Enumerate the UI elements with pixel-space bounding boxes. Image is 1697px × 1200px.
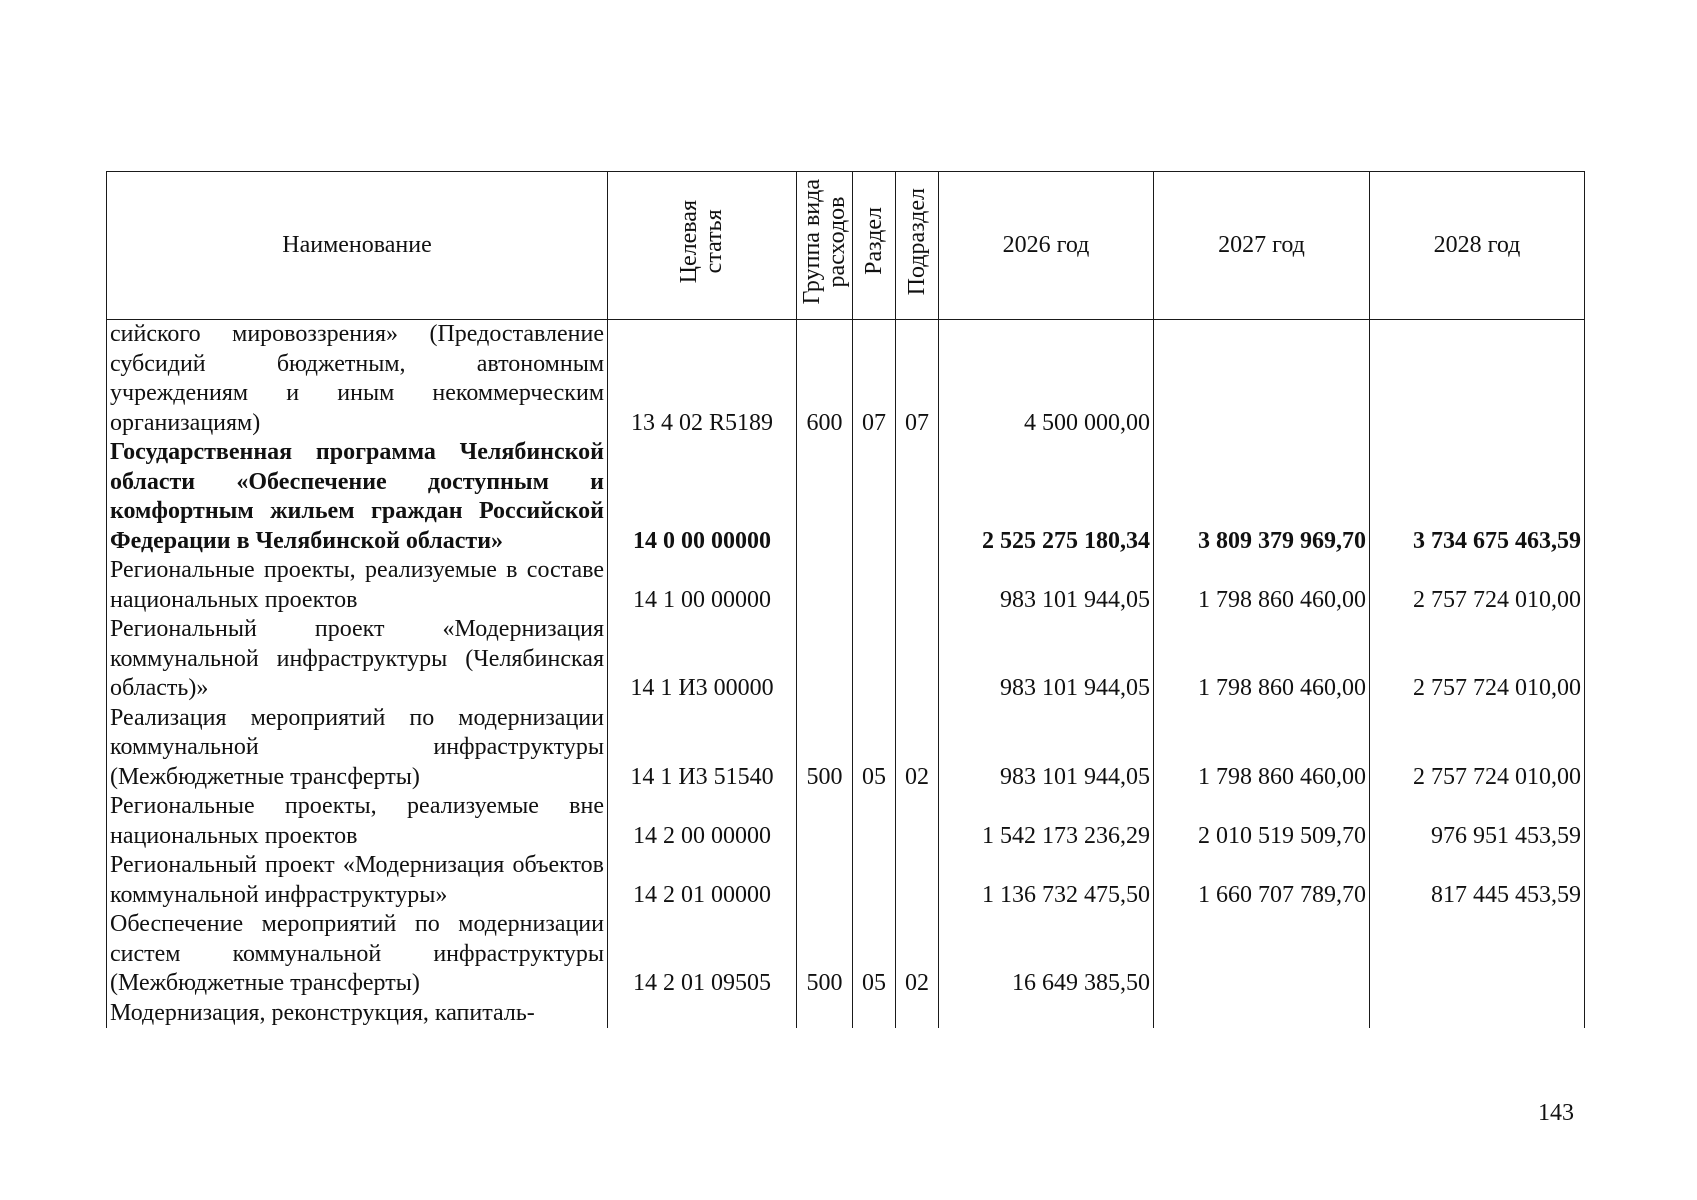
row-section	[853, 999, 896, 1029]
row-target-article	[608, 999, 797, 1029]
row-subsection: 07	[896, 320, 939, 439]
table-row	[107, 438, 1585, 556]
budget-table	[106, 171, 1585, 1028]
row-amount-2027: 3 809 379 969,70	[1154, 438, 1370, 556]
row-amount-2028	[1370, 910, 1585, 999]
row-expense-group: 500	[797, 910, 853, 999]
table-row	[107, 556, 1585, 615]
row-amount-2028	[1370, 320, 1585, 439]
row-name: Региональные проекты, реализуемые в составе национальных проектов	[107, 556, 608, 615]
table-header-row	[107, 172, 1585, 320]
row-section: 05	[853, 704, 896, 793]
row-target-article: 14 1 И3 51540	[608, 704, 797, 793]
row-amount-2027	[1154, 910, 1370, 999]
row-section: 07	[853, 320, 896, 439]
row-amount-2026: 1 136 732 475,50	[939, 851, 1154, 910]
row-amount-2026	[939, 999, 1154, 1029]
row-amount-2026: 983 101 944,05	[939, 556, 1154, 615]
row-expense-group	[797, 615, 853, 704]
row-name: Региональный проект «Модернизация коммунальной инфраструктуры (Челябинская область)»	[107, 615, 608, 704]
row-section	[853, 438, 896, 556]
row-subsection	[896, 792, 939, 851]
table-row	[107, 704, 1585, 793]
row-amount-2028	[1370, 999, 1585, 1029]
row-amount-2026: 4 500 000,00	[939, 320, 1154, 439]
row-amount-2027	[1154, 999, 1370, 1029]
row-amount-2026: 2 525 275 180,34	[939, 438, 1154, 556]
header-year-2028: 2028 год	[1370, 172, 1585, 320]
header-section: Раздел	[853, 172, 896, 320]
header-target-article: Целевая статья	[608, 172, 797, 320]
row-section: 05	[853, 910, 896, 999]
table-row	[107, 320, 1585, 439]
header-expense-group: Группа вида расходов	[797, 172, 853, 320]
row-amount-2027: 2 010 519 509,70	[1154, 792, 1370, 851]
table-row	[107, 792, 1585, 851]
row-expense-group	[797, 999, 853, 1029]
row-expense-group	[797, 556, 853, 615]
row-section	[853, 851, 896, 910]
row-amount-2028: 817 445 453,59	[1370, 851, 1585, 910]
row-name: Реализация мероприятий по модернизации коммунальной инфраструктуры (Межбюджетные трансферты)	[107, 704, 608, 793]
row-target-article: 14 1 И3 00000	[608, 615, 797, 704]
row-subsection	[896, 615, 939, 704]
row-subsection	[896, 851, 939, 910]
row-amount-2028: 2 757 724 010,00	[1370, 556, 1585, 615]
row-subsection: 02	[896, 704, 939, 793]
row-amount-2028: 976 951 453,59	[1370, 792, 1585, 851]
row-name: Обеспечение мероприятий по модернизации систем коммунальной инфраструктуры (Межбюджетные трансферты)	[107, 910, 608, 999]
row-amount-2026: 1 542 173 236,29	[939, 792, 1154, 851]
row-amount-2028: 2 757 724 010,00	[1370, 615, 1585, 704]
row-section	[853, 792, 896, 851]
row-name: Государственная программа Челябинской области «Обеспечение доступным и комфортным жильем граждан Российской Федерации в Челябинской области»	[107, 438, 608, 556]
row-amount-2027: 1 798 860 460,00	[1154, 615, 1370, 704]
row-expense-group: 500	[797, 704, 853, 793]
row-expense-group: 600	[797, 320, 853, 439]
table-row	[107, 615, 1585, 704]
row-name: сийского мировоззрения» (Предоставление субсидий бюджетным, автономным учреждениям и иным некоммерческим организациям)	[107, 320, 608, 439]
row-target-article: 14 2 01 09505	[608, 910, 797, 999]
header-year-2027: 2027 год	[1154, 172, 1370, 320]
row-name: Региональные проекты, реализуемые вне национальных проектов	[107, 792, 608, 851]
row-amount-2026: 983 101 944,05	[939, 704, 1154, 793]
row-amount-2027: 1 798 860 460,00	[1154, 704, 1370, 793]
page-number: 143	[1538, 1100, 1574, 1126]
row-expense-group	[797, 438, 853, 556]
row-name: Модернизация, реконструкция, капиталь-	[107, 999, 608, 1029]
header-name: Наименование	[107, 172, 608, 320]
row-target-article: 14 2 00 00000	[608, 792, 797, 851]
row-subsection	[896, 556, 939, 615]
row-subsection	[896, 999, 939, 1029]
row-name: Региональный проект «Модернизация объектов коммунальной инфраструктуры»	[107, 851, 608, 910]
row-amount-2027: 1 660 707 789,70	[1154, 851, 1370, 910]
row-amount-2026: 983 101 944,05	[939, 615, 1154, 704]
row-amount-2026: 16 649 385,50	[939, 910, 1154, 999]
table-row	[107, 999, 1585, 1029]
header-subsection: Подраздел	[896, 172, 939, 320]
row-amount-2028: 2 757 724 010,00	[1370, 704, 1585, 793]
table-row	[107, 851, 1585, 910]
row-subsection	[896, 438, 939, 556]
row-section	[853, 556, 896, 615]
row-expense-group	[797, 851, 853, 910]
row-target-article: 13 4 02 R5189	[608, 320, 797, 439]
row-section	[853, 615, 896, 704]
row-target-article: 14 2 01 00000	[608, 851, 797, 910]
header-year-2026: 2026 год	[939, 172, 1154, 320]
table-row	[107, 910, 1585, 999]
row-target-article: 14 1 00 00000	[608, 556, 797, 615]
row-target-article: 14 0 00 00000	[608, 438, 797, 556]
row-expense-group	[797, 792, 853, 851]
row-subsection: 02	[896, 910, 939, 999]
row-amount-2028: 3 734 675 463,59	[1370, 438, 1585, 556]
row-amount-2027: 1 798 860 460,00	[1154, 556, 1370, 615]
row-amount-2027	[1154, 320, 1370, 439]
